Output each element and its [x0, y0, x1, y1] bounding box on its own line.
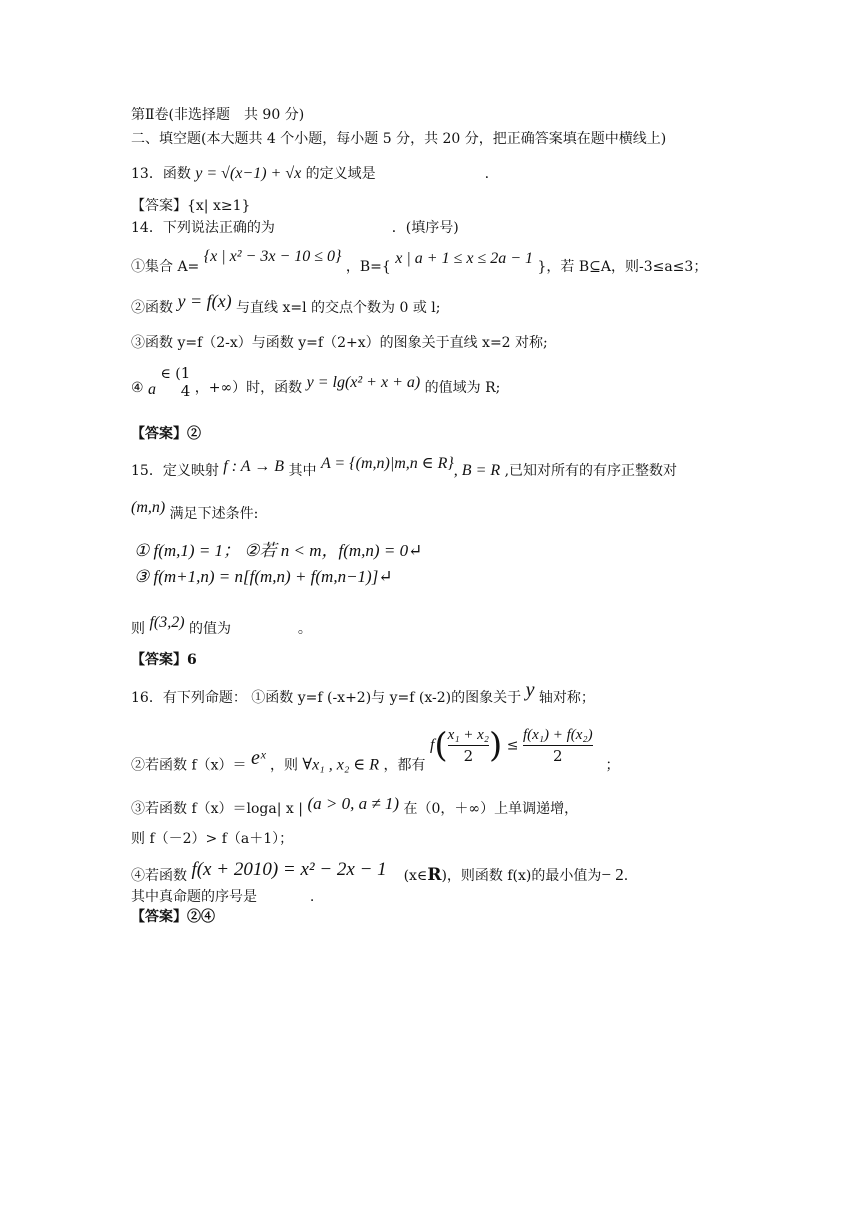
- q15-e: 则: [131, 621, 145, 637]
- q14-statement-1: [131, 248, 708, 276]
- q16-s2-a: ②若函数 f（x）＝: [131, 757, 247, 774]
- q14-stem-end: ．(填序号): [391, 220, 459, 236]
- question-16: [131, 679, 595, 707]
- q13-prefix: 13．函数: [131, 166, 191, 182]
- q14-s4-label: ④: [131, 380, 144, 396]
- q16-s3-a: ③若函数 f（x）＝loga| x |: [131, 801, 303, 817]
- q15-set-a: A = {(m,n)|m,n ∈ R}: [320, 455, 454, 472]
- q14-s4-b: ，+∞）时，函数: [194, 380, 303, 396]
- q14-s2-label: ②函数: [131, 300, 173, 316]
- q16-s2-inequality: f( $\frac{\text{x₁ + x₂}}{2}$ ) ≤ $\frac{\text{f(x₁) + f(x₂)}}{2}$: [429, 725, 593, 766]
- q16-s3-conclusion: 则 f（－2）> f（a＋1）；: [131, 831, 294, 847]
- q14-s4-fraction: 1 4: [180, 364, 191, 400]
- q16-s2-forall: ∀x₁ , x₂ ∈ R: [302, 756, 380, 774]
- q16-s3-b: 在（0，＋∞）上单调递增，: [403, 801, 579, 817]
- q16-conclusion-end: .: [309, 889, 315, 905]
- q15-f32: f(3,2): [149, 614, 185, 631]
- q16-s2-b: ，则: [269, 757, 298, 774]
- q13-end: .: [484, 166, 490, 182]
- q16-s2-e: eˣ: [250, 746, 266, 769]
- q16-s4-b: (x∈: [403, 868, 428, 884]
- q14-s2-func: y = f(x): [177, 291, 232, 311]
- q14-s1-label: ①集合 A=: [131, 259, 200, 275]
- question-13: [131, 165, 489, 183]
- q16-s2-end: ；: [605, 757, 620, 774]
- q16-s4-end: .: [623, 868, 629, 884]
- q15-a: 15．定义映射: [131, 463, 219, 479]
- q16-b: 轴对称；: [538, 690, 595, 706]
- q15-condition-1: ① f(m,1) = 1； ②若 n < m，f(m,n) = 0↵: [134, 541, 423, 560]
- q14-stem: 14．下列说法正确的为: [131, 220, 275, 236]
- q15-d: 满足下述条件:: [169, 506, 259, 522]
- q16-a: 16．有下列命题： ①函数 y=f (-x+2)与 y=f (x-2)的图象关于: [131, 690, 522, 706]
- q16-conclusion: [131, 888, 314, 906]
- q14-s1-c: }，若 B⊆A，则-3≤a≤3；: [537, 259, 708, 275]
- q14-statement-4: [131, 364, 501, 406]
- q13-suffix: 的定义域是: [305, 166, 376, 182]
- q13-answer: 【答案】{x| x≥1}: [131, 198, 251, 214]
- q15-pair: (m,n): [131, 499, 166, 516]
- q16-s4-a: ④若函数: [131, 868, 187, 884]
- q16-s4-c: )，则函数 f(x)的最小值为: [441, 868, 602, 884]
- q15-map: f : A → B: [223, 458, 285, 475]
- q14-statement-3: ③函数 y=f（2-x）与函数 y=f（2+x）的图象关于直线 x=2 对称;: [131, 335, 548, 351]
- q16-statement-3: [131, 794, 579, 818]
- q15-b: 其中: [288, 463, 317, 479]
- q16-statement-4: [131, 859, 629, 885]
- q15-line-3: [131, 614, 312, 638]
- q15-c: ,已知对所有的有序正整数对: [504, 463, 678, 479]
- question-14-stem: [131, 219, 459, 237]
- q14-s1-set-a: {x | x² − 3x − 10 ≤ 0}: [203, 248, 342, 265]
- q14-s1-set-b: x | a + 1 ≤ x ≤ 2a − 1: [395, 250, 534, 267]
- q16-conclusion-text: 其中真命题的序号是: [131, 889, 257, 905]
- q14-s4-func: y = lg(x² + x + a): [306, 374, 421, 391]
- q16-s4-R: R: [427, 865, 442, 885]
- part-title: 第Ⅱ卷(非选择题 共 90 分): [131, 107, 305, 123]
- q15-g: 的值为: [189, 621, 232, 637]
- q14-s4-c: 的值域为 R;: [424, 380, 501, 396]
- q14-statement-2: [131, 291, 441, 317]
- q16-answer: 【答案】②④: [131, 909, 215, 925]
- q15-condition-2: ③ f(m+1,n) = n[f(m,n) + f(m,n−1)]↵: [134, 567, 393, 586]
- q13-formula: y = √(x−1) + √x: [195, 165, 302, 182]
- q16-s2-c: ，都有: [383, 757, 426, 774]
- q16-s4-eq: f(x + 2010) = x² − 2x − 1: [191, 859, 387, 880]
- q15-answer: 【答案】6: [131, 652, 197, 668]
- question-15: [131, 455, 678, 480]
- q14-s4-var: a: [148, 381, 157, 398]
- q16-statement-2: [131, 725, 620, 785]
- q14-s4-in: ∈ (: [160, 366, 181, 382]
- q14-s1-b: ，B={: [345, 259, 391, 275]
- section-title: 二、填空题(本大题共 4 个小题，每小题 5 分，共 20 分，把正确答案填在题中横线上): [131, 131, 667, 147]
- q16-y: y: [525, 679, 535, 701]
- q16-s3-cond: (a > 0, a ≠ 1): [307, 794, 400, 813]
- q15-end: 。: [297, 621, 312, 637]
- q16-s4-val: − 2: [601, 865, 624, 884]
- q15-line-2: [131, 499, 259, 523]
- q14-answer: 【答案】②: [131, 426, 201, 442]
- q15-set-b: , B = R: [453, 462, 501, 479]
- q14-s2-b: 与直线 x=l 的交点个数为 0 或 l;: [236, 300, 441, 316]
